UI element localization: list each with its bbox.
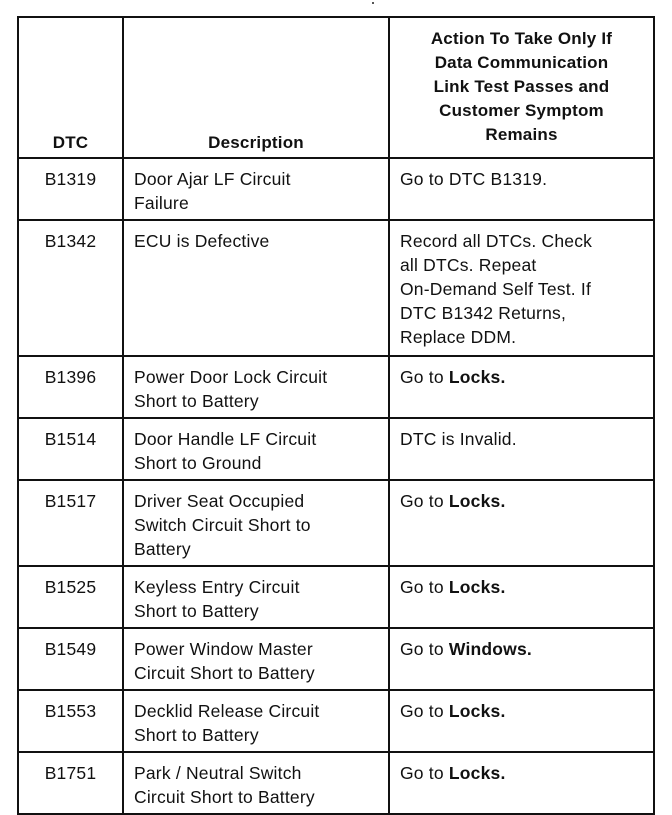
action-text: Go to (400, 577, 449, 597)
description-line: Failure (134, 193, 189, 213)
dtc-description (123, 418, 389, 480)
scan-dot (372, 2, 374, 4)
dtc-table (17, 16, 655, 815)
header-description: Description (123, 17, 389, 158)
header-action-line: Customer Symptom (439, 101, 604, 120)
action-text: Go to (400, 701, 449, 721)
description-line: Switch Circuit Short to (134, 515, 311, 535)
action-line (400, 325, 647, 349)
action-line (400, 489, 647, 513)
dtc-description (123, 752, 389, 814)
dtc-description (123, 220, 389, 356)
description-line: Short to Battery (134, 391, 259, 411)
dtc-code: B1525 (18, 566, 123, 628)
dtc-code: B1396 (18, 356, 123, 418)
dtc-action (389, 752, 654, 814)
table-row (18, 356, 654, 418)
action-text: Go to (400, 639, 449, 659)
action-text: DTC B1342 Returns, (400, 303, 567, 323)
action-reference: Windows. (448, 639, 532, 659)
action-reference: Locks. (448, 577, 506, 597)
action-text: DTC is Invalid. (400, 429, 517, 449)
action-line (400, 301, 647, 325)
table-row (18, 690, 654, 752)
table-row (18, 566, 654, 628)
description-line: Power Window Master (134, 639, 313, 659)
action-line (400, 253, 647, 277)
description-line: Decklid Release Circuit (134, 701, 320, 721)
description-line: Battery (134, 539, 191, 559)
action-line (400, 427, 647, 451)
action-text: Go to DTC B1319. (400, 169, 548, 189)
dtc-code: B1517 (18, 480, 123, 566)
action-text: Go to (400, 763, 449, 783)
action-line (400, 637, 647, 661)
description-line: Door Ajar LF Circuit (134, 169, 291, 189)
dtc-code: B1553 (18, 690, 123, 752)
table-header (18, 17, 654, 158)
dtc-description (123, 356, 389, 418)
table-row (18, 628, 654, 690)
dtc-description (123, 628, 389, 690)
dtc-code: B1549 (18, 628, 123, 690)
action-line (400, 365, 647, 389)
dtc-description (123, 158, 389, 220)
action-reference: Locks. (448, 491, 506, 511)
dtc-action (389, 220, 654, 356)
action-line (400, 229, 647, 253)
description-line: Short to Battery (134, 725, 259, 745)
header-action-line: Action To Take Only If (430, 29, 613, 48)
action-line (400, 699, 647, 723)
action-line (400, 575, 647, 599)
dtc-action (389, 158, 654, 220)
header-action-line: Data Communication (434, 53, 609, 72)
header-action (389, 17, 654, 158)
description-line: Short to Battery (134, 601, 259, 621)
description-line: Park / Neutral Switch (134, 763, 302, 783)
table-body (18, 158, 654, 814)
header-dtc: DTC (18, 17, 123, 158)
action-line (400, 277, 647, 301)
dtc-description (123, 690, 389, 752)
dtc-action (389, 356, 654, 418)
action-reference: Locks. (448, 763, 506, 783)
header-row (18, 17, 654, 158)
action-text: Go to (400, 491, 449, 511)
dtc-action (389, 690, 654, 752)
table-row (18, 480, 654, 566)
action-text: Go to (400, 367, 449, 387)
action-text: all DTCs. Repeat (400, 255, 537, 275)
table-row (18, 158, 654, 220)
action-reference: Locks. (448, 701, 506, 721)
dtc-code: B1751 (18, 752, 123, 814)
header-action-line: Link Test Passes and (433, 77, 610, 96)
description-line: Power Door Lock Circuit (134, 367, 328, 387)
dtc-action (389, 566, 654, 628)
action-text: Record all DTCs. Check (400, 231, 593, 251)
description-line: Short to Ground (134, 453, 262, 473)
dtc-description (123, 480, 389, 566)
dtc-code: B1319 (18, 158, 123, 220)
description-line: Circuit Short to Battery (134, 787, 315, 807)
action-line (400, 761, 647, 785)
dtc-action (389, 628, 654, 690)
header-action-line: Remains (485, 125, 558, 144)
action-text: On-Demand Self Test. If (400, 279, 592, 299)
action-text: Replace DDM. (400, 327, 517, 347)
dtc-code: B1342 (18, 220, 123, 356)
action-reference: Locks. (448, 367, 506, 387)
description-line: Driver Seat Occupied (134, 491, 305, 511)
description-line: Circuit Short to Battery (134, 663, 315, 683)
table-row (18, 418, 654, 480)
description-line: ECU is Defective (134, 231, 270, 251)
dtc-action (389, 418, 654, 480)
dtc-code: B1514 (18, 418, 123, 480)
dtc-description (123, 566, 389, 628)
description-line: Door Handle LF Circuit (134, 429, 317, 449)
table-row (18, 220, 654, 356)
action-line (400, 167, 647, 191)
description-line: Keyless Entry Circuit (134, 577, 300, 597)
dtc-action (389, 480, 654, 566)
table-row (18, 752, 654, 814)
